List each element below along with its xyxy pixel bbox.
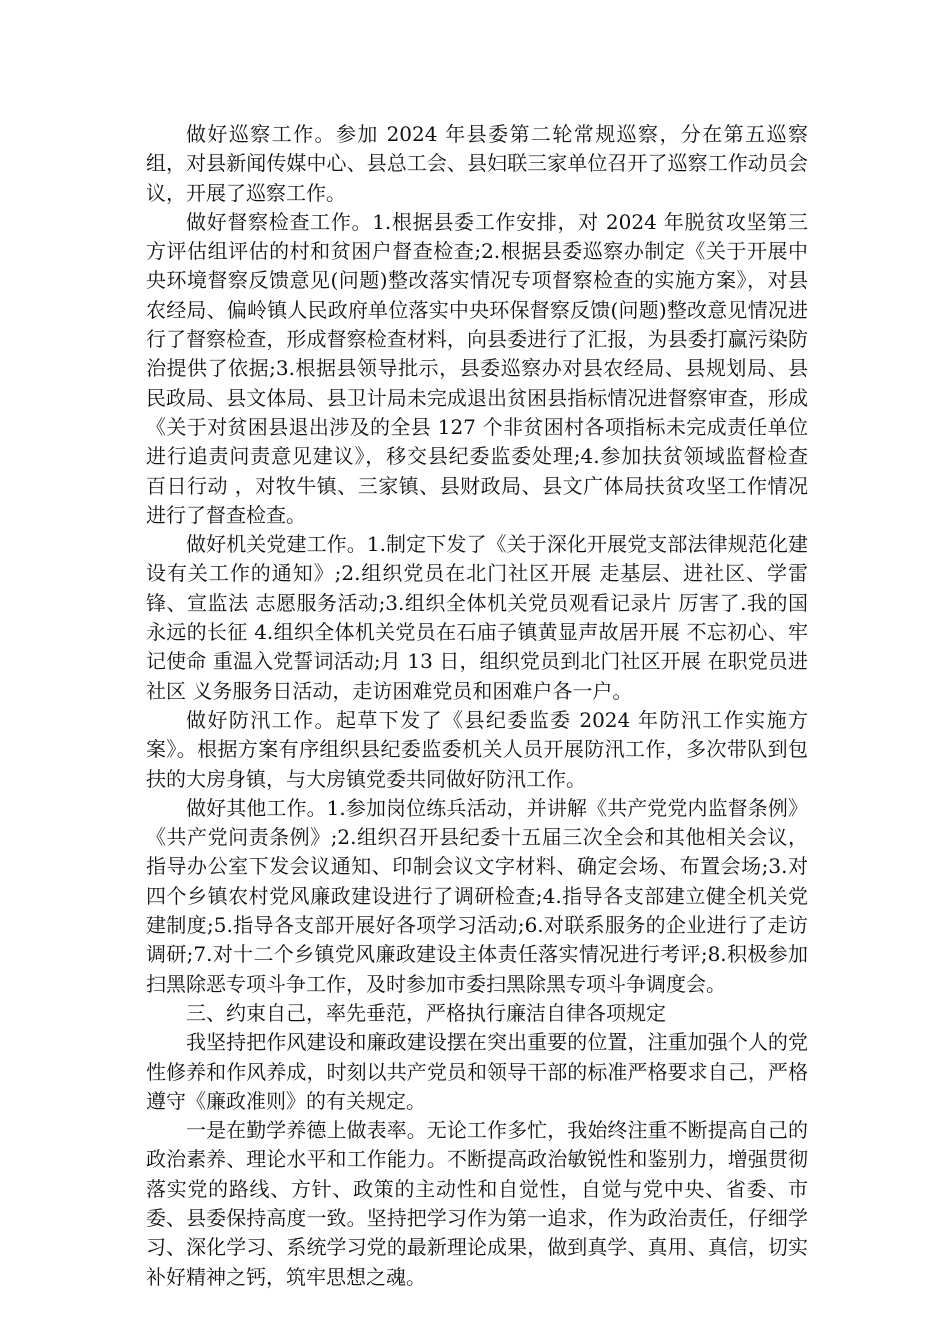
paragraph-other-work: 做好其他工作。1.参加岗位练兵活动，并讲解《共产党党内监督条例》《共产党问责条例》;2.组织召开县纪委十五届三次全会和其他相关会议，指导办公室下发会议通知、印制会议文字材料、确定会场、布置会场;3.对四个乡镇农村党风廉政建设进行了调研检查;4.指导各支部建立健全机关党建制度;5.指导各支部开展好各项学习活动;6.对联系服务的企业进行了走访调研;7.对十二个乡镇党风廉政建设主体责任落实情况进行考评;8.积极参加扫黑除恶专项斗争工作，及时参加市委扫黑除黑专项斗争调度会。 — [146, 795, 808, 996]
paragraph-supervision-work: 做好督察检查工作。1.根据县委工作安排，对 2024 年脱贫攻坚第三方评估组评估的村和贫困户督查检查;2.根据县委巡察办制定《关于开展中央环境督察反馈意见(问题)整改落实情况专项督察检查的实施方案》，对县农经局、偏岭镇人民政府单位落实中央环保督察反馈(问题)整改意见情况进行了督察检查，形成督察检查材料，向县委进行了汇报，为县委打赢污染防治提供了依据;3.根据县领导批示，县委巡察办对县农经局、县规划局、县民政局、县文体局、县卫计局未完成退出贫困县指标情况进督察审查，形成《关于对贫困县退出涉及的全县 127 个非贫困村各项指标未完成责任单位进行追责问责意见建议》，移交县纪委监委处理;4.参加扶贫领域监督检查 百日行动 ，对牧牛镇、三家镇、县财政局、县文广体局扶贫攻坚工作情况进行了督查检查。 — [146, 209, 808, 527]
paragraph-party-building-work: 做好机关党建工作。1.制定下发了《关于深化开展党支部法律规范化建设有关工作的通知》;2.组织党员在北门社区开展 走基层、进社区、学雷锋、宣监法 志愿服务活动;3.组织全体机关党员观看记录片 厉害了.我的国 永远的长征 4.组织全体机关党员在石庙子镇黄显声故居开展 不忘初心、牢记使命 重温入党誓词活动;月 13 日，组织党员到北门社区开展 在职党员进社区 义务服务日活动，走访困难党员和困难户各一户。 — [146, 532, 808, 703]
section-heading-self-discipline: 三、约束自己，率先垂范，严格执行廉洁自律各项规定 — [186, 1000, 666, 1025]
paragraph-study-virtue: 一是在勤学养德上做表率。无论工作多忙，我始终注重不断提高自己的政治素养、理论水平和工作能力。不断提高政治敏锐性和鉴别力，增强贯彻落实党的路线、方针、政策的主动性和自觉性，自觉与党中央、省委、市委、县委保持高度一致。坚持把学习作为第一追求，作为政治责任，仔细学习、深化学习、系统学习党的最新理论成果，做到真学、真用、真信，切实补好精神之钙，筑牢思想之魂。 — [146, 1118, 808, 1289]
paragraph-inspection-work: 做好巡察工作。参加 2024 年县委第二轮常规巡察，分在第五巡察组，对县新闻传媒中心、县总工会、县妇联三家单位召开了巡察工作动员会议，开展了巡察工作。 — [146, 122, 808, 205]
paragraph-flood-control-work: 做好防汛工作。起草下发了《县纪委监委 2024 年防汛工作实施方案》。根据方案有序组织县纪委监委机关人员开展防汛工作，多次带队到包扶的大房身镇，与大房镇党委共同做好防汛工作。 — [146, 707, 808, 791]
document-body — [146, 120, 808, 1292]
paragraph-conduct-integrity: 我坚持把作风建设和廉政建设摆在突出重要的位置，注重加强个人的党性修养和作风养成，时刻以共产党员和领导干部的标准严格要求自己，严格遵守《廉政准则》的有关规定。 — [146, 1030, 808, 1113]
